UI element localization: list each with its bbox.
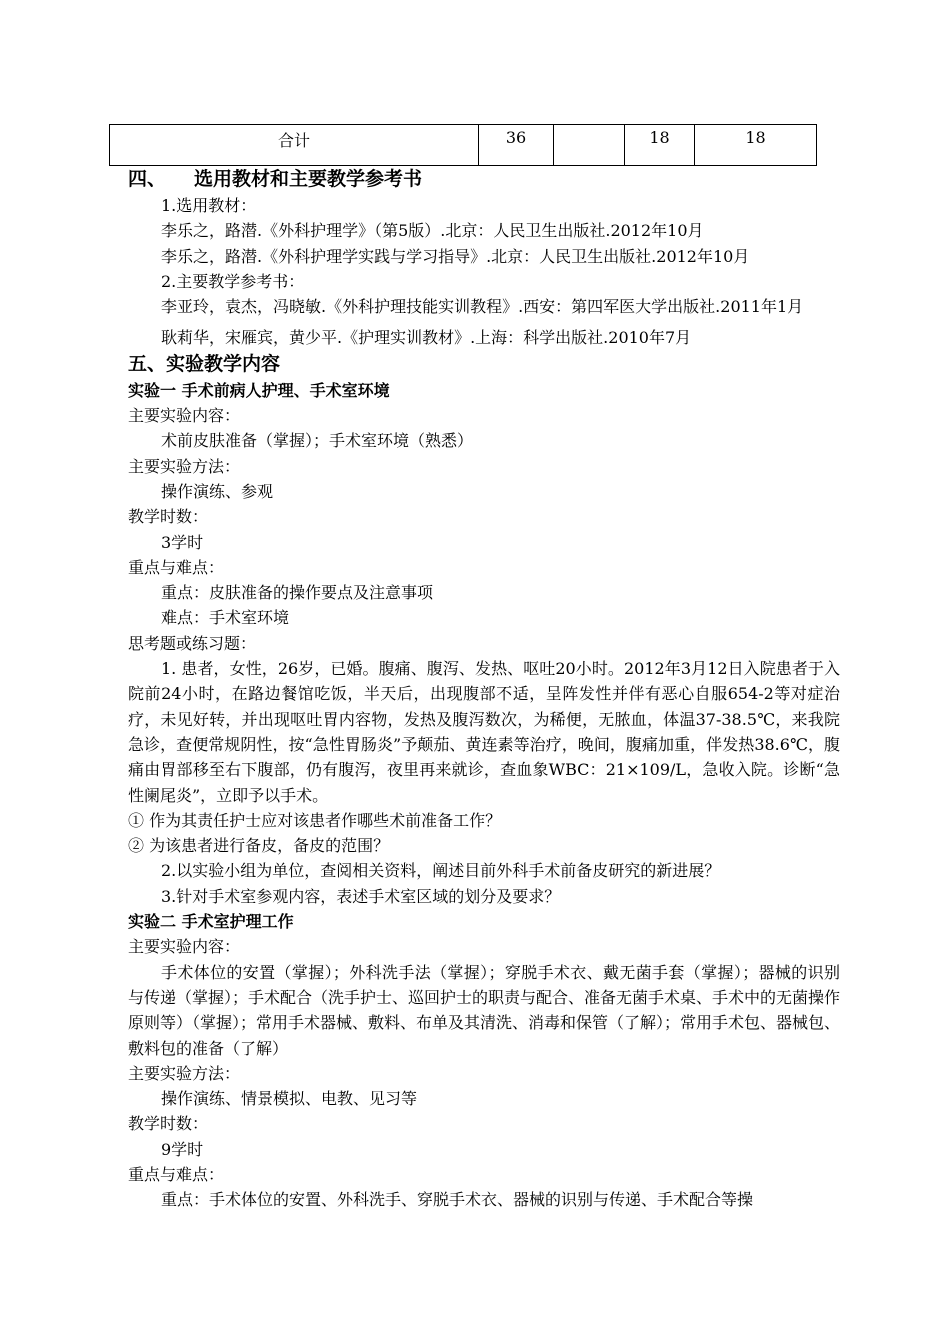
experiment-title: 实验二 手术室护理工作 (128, 912, 294, 932)
field-value: 9学时 (161, 1139, 204, 1159)
question-item: 2.以实验小组为单位，查阅相关资料，阐述目前外科手术前备皮研究的新进展？ (161, 861, 721, 881)
field-label: 主要实验方法： (128, 1063, 241, 1083)
field-value: 重点：手术体位的安置、外科洗手、穿脱手术衣、器械的识别与传递、手术配合等操 (161, 1190, 754, 1210)
field-value: 术前皮肤准备（掌握）；手术室环境（熟悉） (161, 431, 474, 451)
field-label: 主要实验方法： (128, 456, 241, 476)
field-label: 重点与难点： (128, 557, 225, 577)
section-heading: 五、实验教学内容 (128, 352, 281, 375)
field-value: 重点：皮肤准备的操作要点及注意事项 (161, 583, 434, 603)
field-label: 教学时数： (128, 1114, 209, 1134)
reference-item: 李亚玲，袁杰，冯晓敏.《外科护理技能实训教程》.西安：第四军医大学出版社.2011年1月 (161, 297, 804, 317)
table-cell (554, 125, 625, 166)
question-item: 1. 患者，女性，26岁，已婚。腹痛、腹泻、发热、呕吐20小时。2012年3月12日入院患者于入院前24小时，在路边餐馆吃饭，半天后，出现腹部不适，呈阵发性并伴有恶心自服654-2等对症治疗，未见好转，并出现呕吐胃内容物，发热及腹泻数次，为稀便，无脓血，体温37-38.5℃，来我院急诊，查便常规阴性，按“急性胃肠炎”予颠茄、黄连素等治疗，晚间，腹痛加重，伴发热38.6℃，腹痛由胃部移至右下腹部，仍有腹泻，夜里再来就诊，查血象WBC：21×109/L，急收入院。诊断“急性阑尾炎”，立即予以手术。 (128, 659, 840, 805)
table-row (110, 125, 817, 166)
field-value: 操作演练、参观 (161, 481, 274, 501)
field-label: 思考题或练习题： (128, 633, 257, 653)
textbook-item: 李乐之，路潜.《外科护理学实践与学习指导》.北京：人民卫生出版社.2012年10月 (161, 246, 750, 266)
table-cell: 18 (695, 125, 817, 166)
field-value: 操作演练、情景模拟、电教、见习等 (161, 1089, 418, 1109)
textbook-heading: 1.选用教材： (161, 196, 257, 215)
section-heading: 四、 选用教材和主要教学参考书 (128, 168, 423, 190)
document-body (128, 166, 840, 1213)
table-cell: 36 (479, 125, 554, 166)
field-label: 重点与难点： (128, 1164, 225, 1184)
field-value: 难点：手术室环境 (161, 608, 290, 628)
field-value: 3学时 (161, 532, 204, 552)
reference-item: 耿莉华，宋雁宾，黄少平.《护理实训教材》.上海：科学出版社.2010年7月 (161, 328, 692, 348)
question-subitem: ② 为该患者进行备皮，备皮的范围？ (128, 836, 390, 856)
table-cell: 18 (625, 125, 695, 166)
field-label: 主要实验内容： (128, 937, 241, 957)
textbook-item: 李乐之，路潜.《外科护理学》（第5版）.北京：人民卫生出版社.2012年10月 (161, 221, 704, 241)
experiment-title: 实验一 手术前病人护理、手术室环境 (128, 380, 390, 400)
question-subitem: ① 作为其责任护士应对该患者作哪些术前准备工作？ (128, 810, 502, 830)
field-label: 主要实验内容： (128, 406, 241, 426)
reference-heading: 2.主要教学参考书： (161, 271, 305, 291)
summary-table (109, 124, 817, 166)
table-cell-label: 合计 (110, 125, 479, 166)
field-label: 教学时数： (128, 507, 209, 527)
question-item: 3.针对手术室参观内容，表述手术室区域的划分及要求？ (161, 886, 561, 906)
field-value: 手术体位的安置（掌握）；外科洗手法（掌握）；穿脱手术衣、戴无菌手套（掌握）；器械的识别与传递（掌握）；手术配合（洗手护士、巡回护士的职责与配合、准备无菌手术桌、手术中的无菌操作原则等）（掌握）；常用手术器械、敷料、布单及其清洗、消毒和保管（了解）；常用手术包、器械包、敷料包的准备（了解） (128, 962, 841, 1058)
